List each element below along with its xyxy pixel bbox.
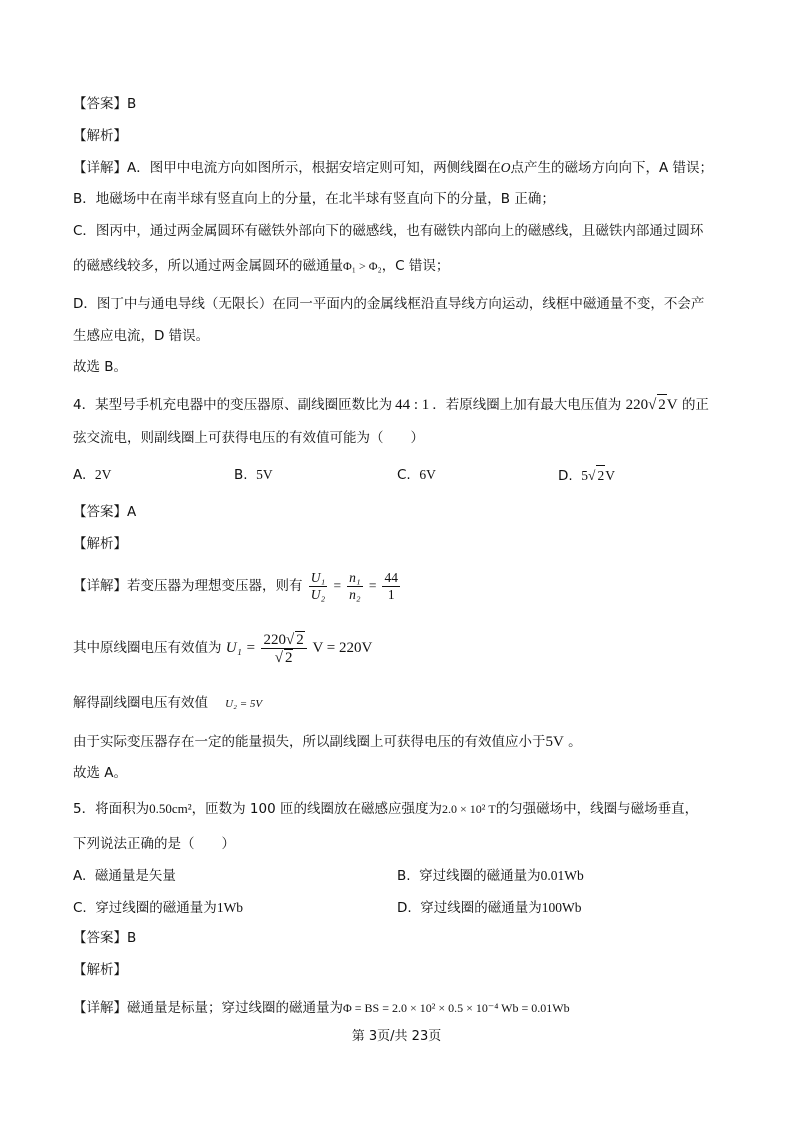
point-o: O [500,160,511,175]
u1-symbol: U₁ [225,640,242,656]
q4-detail-loss [73,732,582,752]
q4-detail-ratio [73,568,402,604]
q4-option-d [558,465,615,486]
loss-value: 5V [545,734,564,750]
q4-option-b [234,465,273,485]
stem-text: 的正 [681,397,709,413]
answer-value: B [127,96,137,112]
q4-stem-line-1 [73,394,709,415]
option-text: 穿过线圈的磁通量为 [420,900,542,916]
answer-value: B [127,930,137,946]
answer-value: A [127,504,137,520]
field-strength: 2.0 × 10² T [441,802,496,816]
option-value: 6V [419,467,436,482]
q5-analysis-label: 【解析】 [73,962,127,978]
q5-stem-line-2: 下列说法正确的是（ ） [73,836,235,852]
q4-analysis-label: 【解析】 [73,536,127,552]
u2: U₂ [310,587,326,603]
u1-num-root: 2 [296,632,304,649]
option-label: D. [558,468,573,484]
u2-equation: U₂ = 5V [225,698,263,710]
q4-answer-line [73,502,136,522]
stem-text: 5．将面积为 [73,801,150,817]
q5-option-a [73,866,176,886]
q4-conclusion: 故选 A。 [73,765,128,781]
ratio-1: 1 [387,587,395,603]
u1: U₁ [310,570,326,586]
q4-option-a [73,465,111,485]
option-label: C. [397,467,411,483]
q4-detail-u2 [73,693,262,714]
detail-text: 若变压器为理想变压器，则有 [127,578,303,594]
detail-text: 。 [568,734,582,750]
n2: n₂ [349,587,361,603]
q5-option-b [397,866,584,886]
q3-detail-line-2: B．地磁场中在南半球有竖直向上的分量，在北半球有竖直向下的分量，B 正确； [73,191,555,207]
q3-detail-line-6: 生感应电流，D 错误。 [73,328,210,344]
q4-detail-u1 [73,628,372,668]
detail-text: A．图甲中电流方向如图所示，根据安培定则可知，两侧线圈在 [127,160,501,176]
option-text: 穿过线圈的磁通量为 [419,868,541,884]
q4-option-c [397,465,436,485]
answer-label: 【答案】 [73,930,127,946]
option-coef: 5 [581,468,589,483]
option-label: A. [73,467,87,483]
q3-answer-line [73,94,136,114]
ratio-equation: $\frac{\text{U₁}}{\text{U₂}}$ = $\frac{\text{n₁}}{\text{n₂}}$ = $\frac{44}{1}$ [310,570,398,603]
option-value: 1Wb [216,900,244,915]
detail-text: 解得副线圈电压有效值 [73,695,208,711]
q3-analysis-label: 【解析】 [73,128,127,144]
stem-text: ．若原线圈上加有最大电压值为 [432,397,622,413]
q5-stem-line-1 [73,799,698,819]
q3-detail-line-3: C．图丙中，通过两金属圆环有磁铁外部向下的磁感线，也有磁铁内部向上的磁感线，且磁铁内部通过圆环 [73,223,704,239]
option-label: B. [397,868,411,884]
option-label: B. [234,467,248,483]
u1-coef: 220 [263,632,286,649]
flux-calculation: Φ = BS = 2.0 × 10² × 0.5 × 10⁻⁴ Wb = 0.01Wb [343,1001,570,1015]
q5-option-d [397,898,582,918]
turns-ratio: 44 : 1 [395,397,430,413]
detail-text: 点产生的磁场方向向下，A 错误； [510,160,714,176]
q3-conclusion: 故选 B。 [73,359,128,375]
option-label: A. [73,868,87,884]
option-unit: V [605,468,615,483]
q3-detail-line-1 [73,158,713,178]
stem-text: 的匀强磁场中，线圈与磁场垂直， [495,801,699,817]
option-label: D. [397,900,412,916]
page-footer: 第 3页/共 23页 [351,1029,442,1044]
detail-text: ，C 错误； [381,258,450,274]
max-voltage: 220√ 2V [626,397,678,413]
detail-text: 其中原线圈电压有效值为 [73,640,222,656]
option-value: 5V [256,467,273,482]
detail-label: 【详解】 [73,578,127,594]
ratio-44: 44 [384,570,398,586]
q5-detail-line [73,998,570,1018]
u1-result: V = 220V [312,640,373,656]
detail-text: 磁通量是标量；穿过线圈的磁通量为 [127,1000,343,1016]
max-voltage-unit: V [666,397,678,413]
max-voltage-root: 2 [657,394,667,415]
answer-label: 【答案】 [73,504,127,520]
option-text: 穿过线圈的磁通量为 [95,900,217,916]
u1-den-root: 2 [284,650,293,667]
option-value: 100Wb [541,900,582,915]
n1: n₁ [349,570,361,586]
max-voltage-coef: 220 [625,397,649,413]
detail-text: 由于实际变压器存在一定的能量损失，所以副线圈上可获得电压的有效值应小于 [73,734,546,750]
stem-text: ，匝数为 100 匝的线圈放在磁感应强度为 [191,801,442,817]
q4-stem-line-2: 弦交流电，则副线圈上可获得电压的有效值可能为（ ） [73,430,424,446]
option-value: 5√ 2V [581,468,615,483]
option-value: 2V [94,467,112,482]
q3-detail-line-5: D．图丁中与通电导线（无限长）在同一平面内的金属线框沿直导线方向运动，线框中磁通量不变，不会产 [73,296,705,312]
option-label: C. [73,900,87,916]
detail-text: 的磁感线较多，所以通过两金属圆环的磁通量 [73,258,343,274]
detail-label: 【详解】 [73,160,127,176]
detail-label: 【详解】 [73,1000,127,1016]
answer-label: 【答案】 [73,96,127,112]
q5-answer-line [73,928,136,948]
flux-comparison: Φ₁ > Φ₂ [343,259,382,273]
q3-detail-line-4 [73,256,449,276]
option-value: 0.01Wb [540,868,584,883]
q5-option-c [73,898,243,918]
option-root: 2 [596,465,605,486]
stem-text: 4．某型号手机充电器中的变压器原、副线圈匝数比为 [73,397,393,413]
option-text: 磁通量是矢量 [94,868,176,884]
coil-area: 0.50cm² [149,801,192,816]
u1-equation: U₁ = $\frac{220√ 2}{√ 2}$ V = 220V [225,632,373,667]
